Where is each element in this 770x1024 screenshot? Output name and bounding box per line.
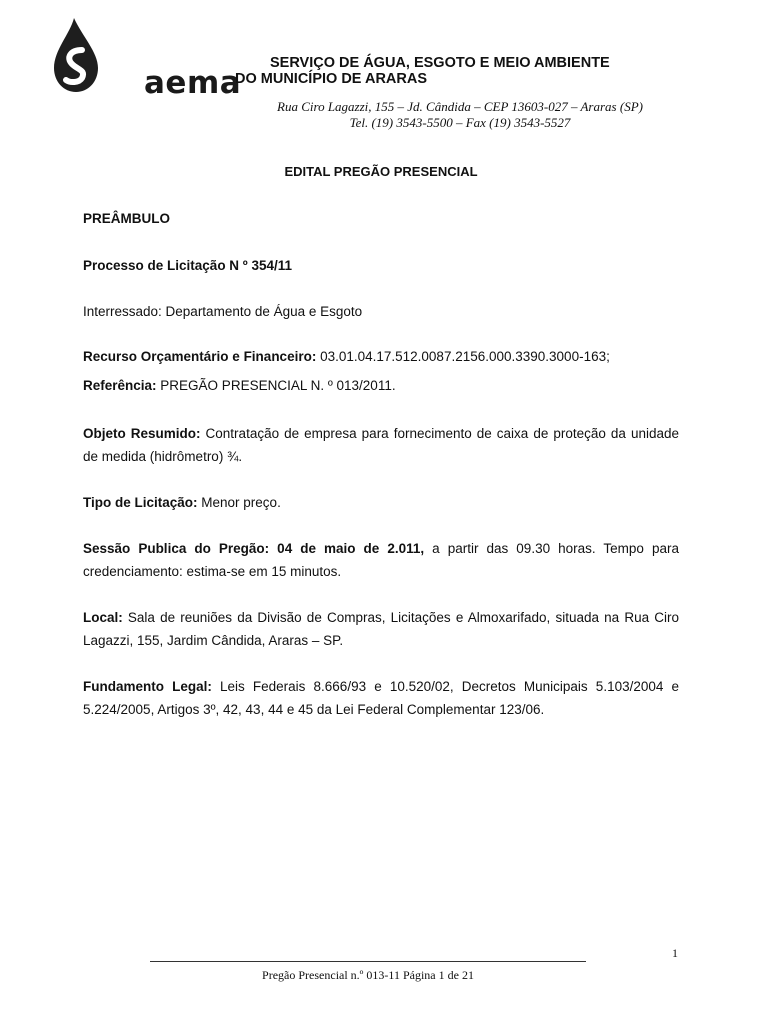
recurso-orcamentario (83, 345, 679, 368)
local (83, 606, 679, 652)
saema-logo (48, 16, 242, 101)
fundamento-value: Leis Federais 8.666/93 e 10.520/02, Decretos Municipais 5.103/2004 e 5.224/2005, Artigos 3º, 42, 43, 44 e 45 da Lei Federal Complementar 123/06. (83, 679, 680, 717)
referencia-value: PREGÃO PRESENCIAL N. º 013/2011. (156, 378, 396, 393)
org-name-line1: SERVIÇO DE ÁGUA, ESGOTO E MEIO AMBIENTE (270, 55, 610, 71)
org-address: Rua Ciro Lagazzi, 155 – Jd. Cândida – CEP 13603-027 – Araras (SP) (277, 99, 643, 114)
document-title-text: EDITAL PREGÃO PRESENCIAL (284, 164, 478, 179)
interessado: Interressado: Departamento de Água e Esgoto (83, 304, 363, 319)
tipo-label: Tipo de Licitação: (83, 495, 198, 510)
document-title (0, 164, 770, 179)
water-drop-icon (48, 16, 108, 96)
footer-text: Pregão Presencial n.º 013-11 Página 1 de 21 (262, 968, 474, 982)
tipo-value: Menor preço. (197, 495, 281, 510)
org-phone: Tel. (19) 3543-5500 – Fax (19) 3543-5527 (349, 115, 571, 130)
tipo-licitacao (83, 491, 679, 514)
recurso-value: 03.01.04.17.512.0087.2156.000.3390.3000-163; (316, 349, 610, 364)
sessao-label: Sessão Publica do Pregão: 04 de maio de 2.011, (83, 541, 425, 556)
processo-licitacao (83, 254, 679, 277)
fundamento-legal (83, 675, 679, 721)
objeto-resumido (83, 422, 679, 468)
objeto-label: Objeto Resumido: (83, 426, 201, 441)
processo-text: Processo de Licitação N º 354/11 (83, 258, 293, 273)
local-value: Sala de reuniões da Divisão de Compras, Licitações e Almoxarifado, situada na Rua Ciro Lagazzi, 155, Jardim Cândida, Araras – SP. (83, 610, 679, 648)
page-number: 1 (672, 946, 678, 960)
org-name-line2: DO MUNICÍPIO DE ARARAS (235, 71, 427, 87)
preambulo-heading: PREÂMBULO (83, 211, 170, 226)
sessao-value: a partir das 09.30 horas. Tempo para credenciamento: estima-se em 15 minutos. (83, 541, 679, 579)
section-preambulo (83, 207, 679, 230)
sessao-publica (83, 537, 679, 583)
referencia (83, 374, 679, 397)
objeto-value: Contratação de empresa para fornecimento de caixa de proteção da unidade de medida (hidrômetro) ¾. (83, 426, 679, 464)
referencia-label: Referência: (83, 378, 157, 393)
local-label: Local: (83, 610, 123, 625)
logo-wordmark: aema (144, 65, 242, 101)
footer-divider (150, 961, 586, 962)
recurso-label: Recurso Orçamentário e Financeiro: (83, 349, 317, 364)
fundamento-label: Fundamento Legal: (83, 679, 212, 694)
